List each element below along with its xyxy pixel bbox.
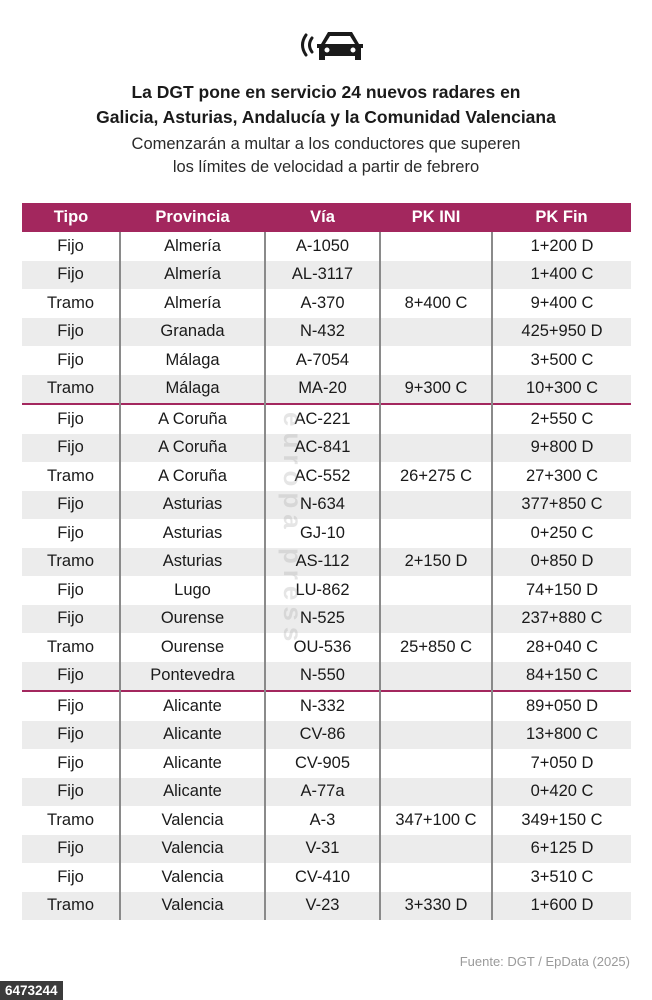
- cell-pk-ini: 347+100 C: [380, 806, 492, 835]
- cell-pk-ini: 26+275 C: [380, 462, 492, 491]
- cell-via: A-370: [265, 289, 380, 318]
- cell-provincia: A Coruña: [120, 404, 265, 434]
- cell-pk-fin: 28+040 C: [492, 633, 631, 662]
- cell-pk-fin: 89+050 D: [492, 691, 631, 721]
- title-line-2: Galicia, Asturias, Andalucía y la Comunidad Valenciana: [96, 107, 556, 127]
- cell-via: AC-841: [265, 434, 380, 463]
- header-pk-fin: PK Fin: [492, 203, 631, 232]
- header-tipo: Tipo: [22, 203, 120, 232]
- table-row: [22, 375, 631, 405]
- table-row: [22, 778, 631, 807]
- table-row: [22, 835, 631, 864]
- cell-pk-fin: 6+125 D: [492, 835, 631, 864]
- cell-pk-ini: [380, 261, 492, 290]
- table-row: [22, 548, 631, 577]
- table-row: [22, 519, 631, 548]
- cell-pk-fin: 9+400 C: [492, 289, 631, 318]
- table-row: [22, 721, 631, 750]
- cell-pk-ini: [380, 778, 492, 807]
- cell-pk-fin: 74+150 D: [492, 576, 631, 605]
- cell-pk-fin: 27+300 C: [492, 462, 631, 491]
- cell-pk-ini: 3+330 D: [380, 892, 492, 921]
- cell-tipo: Tramo: [22, 892, 120, 921]
- cell-pk-ini: [380, 519, 492, 548]
- cell-via: A-7054: [265, 346, 380, 375]
- cell-pk-fin: 237+880 C: [492, 605, 631, 634]
- cell-pk-ini: [380, 605, 492, 634]
- cell-via: A-3: [265, 806, 380, 835]
- radars-table: [22, 203, 631, 920]
- table-row: [22, 261, 631, 290]
- cell-tipo: Fijo: [57, 236, 84, 255]
- cell-provincia: Alicante: [120, 749, 265, 778]
- cell-tipo: Tramo: [46, 293, 95, 312]
- cell-provincia: Valencia: [120, 806, 265, 835]
- source-note: Fuente: DGT / EpData (2025): [459, 954, 630, 969]
- image-id-label: 6473244: [0, 981, 63, 1000]
- cell-pk-fin: 7+050 D: [492, 749, 631, 778]
- cell-provincia: Pontevedra: [120, 662, 265, 692]
- cell-pk-ini: [380, 346, 492, 375]
- cell-pk-fin: 0+250 C: [492, 519, 631, 548]
- cell-provincia: A Coruña: [120, 462, 265, 491]
- cell-via: V-31: [265, 835, 380, 864]
- table-row: [22, 863, 631, 892]
- cell-pk-fin: 3+510 C: [492, 863, 631, 892]
- cell-via: V-23: [265, 892, 380, 921]
- table-header-row: [22, 203, 631, 232]
- cell-via: GJ-10: [265, 519, 380, 548]
- table-row: [22, 289, 631, 318]
- cell-via: A-77a: [265, 778, 380, 807]
- cell-tipo: Fijo: [57, 523, 84, 542]
- cell-tipo: Fijo: [57, 350, 84, 369]
- cell-pk-ini: [380, 434, 492, 463]
- cell-tipo: Fijo: [57, 753, 84, 772]
- table-row: [22, 892, 631, 921]
- cell-tipo: Fijo: [22, 691, 120, 721]
- cell-provincia: A Coruña: [120, 434, 265, 463]
- cell-pk-fin: 84+150 C: [492, 662, 631, 692]
- cell-provincia: Ourense: [120, 605, 265, 634]
- cell-tipo: Tramo: [46, 466, 95, 485]
- table-row: [22, 434, 631, 463]
- table-body: [22, 232, 631, 920]
- title-line-1: La DGT pone en servicio 24 nuevos radares en: [131, 82, 521, 102]
- cell-pk-fin: 0+850 D: [492, 548, 631, 577]
- page-title: [20, 80, 632, 130]
- cell-provincia: Almería: [120, 232, 265, 261]
- cell-pk-ini: [380, 749, 492, 778]
- cell-tipo: Fijo: [22, 491, 120, 520]
- cell-tipo: Fijo: [57, 580, 84, 599]
- cell-pk-ini: [380, 863, 492, 892]
- cell-tipo: Fijo: [57, 867, 84, 886]
- cell-provincia: Asturias: [120, 491, 265, 520]
- cell-pk-fin: 377+850 C: [492, 491, 631, 520]
- cell-via: N-525: [265, 605, 380, 634]
- cell-via: MA-20: [265, 375, 380, 405]
- cell-provincia: Alicante: [120, 721, 265, 750]
- cell-pk-fin: 1+600 D: [492, 892, 631, 921]
- cell-tipo: Fijo: [22, 605, 120, 634]
- cell-pk-fin: 1+200 D: [492, 232, 631, 261]
- table-row: [22, 404, 631, 434]
- table-row: [22, 576, 631, 605]
- cell-pk-ini: 9+300 C: [380, 375, 492, 405]
- cell-via: N-550: [265, 662, 380, 692]
- cell-tipo: Fijo: [22, 721, 120, 750]
- cell-via: A-1050: [265, 232, 380, 261]
- cell-provincia: Valencia: [120, 863, 265, 892]
- cell-pk-ini: [380, 721, 492, 750]
- cell-tipo: Tramo: [22, 548, 120, 577]
- header-provincia: Provincia: [120, 203, 265, 232]
- cell-tipo: Fijo: [22, 835, 120, 864]
- header-pk-ini: PK INI: [380, 203, 492, 232]
- header-via: Vía: [265, 203, 380, 232]
- cell-pk-ini: 25+850 C: [380, 633, 492, 662]
- table-row: [22, 232, 631, 261]
- cell-pk-ini: [380, 835, 492, 864]
- table-row: [22, 691, 631, 721]
- table-row: [22, 749, 631, 778]
- cell-pk-fin: 10+300 C: [492, 375, 631, 405]
- cell-tipo: Tramo: [22, 375, 120, 405]
- cell-provincia: Almería: [120, 289, 265, 318]
- cell-pk-ini: [380, 404, 492, 434]
- cell-via: AC-221: [265, 404, 380, 434]
- cell-via: LU-862: [265, 576, 380, 605]
- cell-pk-fin: 2+550 C: [492, 404, 631, 434]
- subtitle-line-1: Comenzarán a multar a los conductores que superen: [131, 135, 521, 153]
- cell-provincia: Lugo: [120, 576, 265, 605]
- cell-tipo: Tramo: [46, 637, 95, 656]
- cell-provincia: Ourense: [120, 633, 265, 662]
- table-row: [22, 605, 631, 634]
- table-row: [22, 662, 631, 692]
- cell-provincia: Valencia: [120, 835, 265, 864]
- cell-via: AS-112: [265, 548, 380, 577]
- cell-via: CV-410: [265, 863, 380, 892]
- table-row: [22, 318, 631, 347]
- cell-tipo: Fijo: [22, 261, 120, 290]
- cell-tipo: Fijo: [22, 318, 120, 347]
- table-row: [22, 633, 631, 662]
- cell-tipo: Fijo: [22, 662, 120, 692]
- table-row: [22, 462, 631, 491]
- cell-tipo: Fijo: [22, 404, 120, 434]
- cell-via: OU-536: [265, 633, 380, 662]
- table-row: [22, 491, 631, 520]
- cell-provincia: Málaga: [120, 375, 265, 405]
- cell-pk-fin: 9+800 D: [492, 434, 631, 463]
- subtitle-line-2: los límites de velocidad a partir de febrero: [172, 158, 480, 176]
- cell-pk-fin: 13+800 C: [492, 721, 631, 750]
- cell-pk-ini: [380, 576, 492, 605]
- page-subtitle: [20, 133, 632, 179]
- cell-pk-fin: 3+500 C: [492, 346, 631, 375]
- table-row: [22, 806, 631, 835]
- cell-pk-ini: [380, 232, 492, 261]
- cell-via: CV-905: [265, 749, 380, 778]
- cell-pk-fin: 425+950 D: [492, 318, 631, 347]
- cell-via: N-634: [265, 491, 380, 520]
- cell-tipo: Tramo: [46, 810, 95, 829]
- cell-pk-ini: [380, 691, 492, 721]
- watermark: europa press: [278, 412, 308, 648]
- cell-tipo: Fijo: [22, 778, 120, 807]
- cell-pk-ini: [380, 318, 492, 347]
- cell-via: N-432: [265, 318, 380, 347]
- cell-via: AC-552: [265, 462, 380, 491]
- cell-pk-fin: 349+150 C: [492, 806, 631, 835]
- cell-pk-fin: 1+400 C: [492, 261, 631, 290]
- cell-provincia: Málaga: [120, 346, 265, 375]
- cell-provincia: Asturias: [120, 519, 265, 548]
- cell-via: N-332: [265, 691, 380, 721]
- cell-tipo: Fijo: [22, 434, 120, 463]
- cell-provincia: Asturias: [120, 548, 265, 577]
- cell-provincia: Granada: [120, 318, 265, 347]
- cell-via: CV-86: [265, 721, 380, 750]
- car-radar-icon: [292, 26, 368, 66]
- cell-provincia: Alicante: [120, 691, 265, 721]
- cell-provincia: Alicante: [120, 778, 265, 807]
- cell-pk-fin: 0+420 C: [492, 778, 631, 807]
- cell-pk-ini: [380, 491, 492, 520]
- cell-via: AL-3117: [265, 261, 380, 290]
- cell-pk-ini: 8+400 C: [380, 289, 492, 318]
- cell-pk-ini: 2+150 D: [380, 548, 492, 577]
- cell-pk-ini: [380, 662, 492, 692]
- cell-provincia: Almería: [120, 261, 265, 290]
- table-row: [22, 346, 631, 375]
- cell-provincia: Valencia: [120, 892, 265, 921]
